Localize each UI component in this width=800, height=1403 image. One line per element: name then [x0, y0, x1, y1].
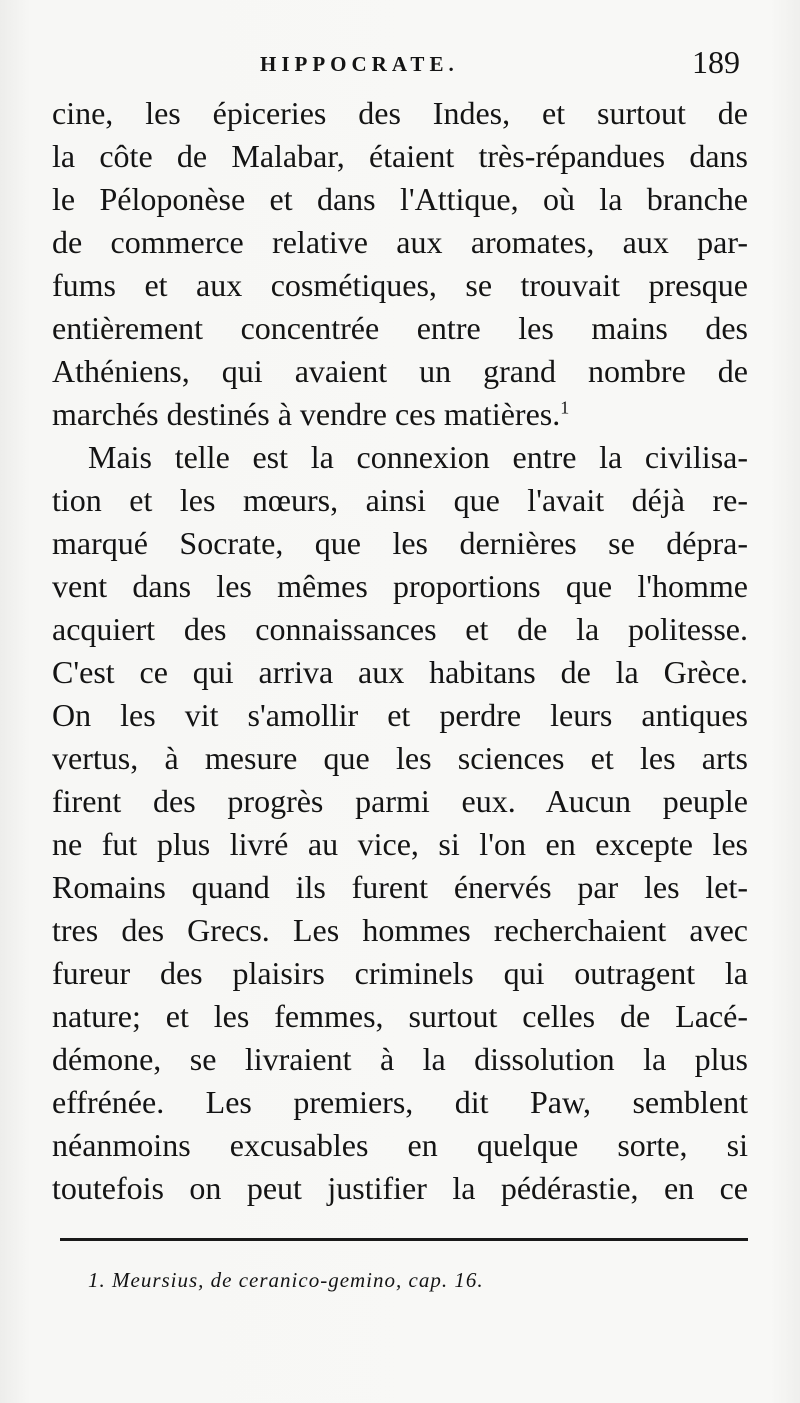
- footnote-divider: [60, 1238, 748, 1241]
- text-line: marchés destinés à vendre ces matières.: [52, 396, 561, 432]
- text-line: firent des progrès parmi eux. Aucun peuple: [52, 783, 748, 819]
- text-line: acquiert des connaissances et de la politesse.: [52, 611, 748, 647]
- paragraph-start-line: Mais telle est la connexion entre la civilisa-: [88, 439, 748, 475]
- text-line: ne fut plus livré au vice, si l'on en excepte les: [52, 826, 748, 862]
- page-header: [60, 44, 740, 84]
- text-line: démone, se livraient à la dissolution la plus: [52, 1041, 748, 1077]
- text-line: néanmoins excusables en quelque sorte, si: [52, 1127, 748, 1163]
- page-number: 189: [692, 44, 740, 80]
- footnote-reference: 1: [560, 397, 570, 418]
- text-line: de commerce relative aux aromates, aux par-: [52, 224, 748, 260]
- text-line: Romains quand ils furent énervés par les let-: [52, 869, 748, 905]
- text-line: nature; et les femmes, surtout celles de Lacé-: [52, 998, 748, 1034]
- text-line: vent dans les mêmes proportions que l'homme: [52, 568, 748, 604]
- text-line: le Péloponèse et dans l'Attique, où la branche: [52, 181, 748, 217]
- text-line: fums et aux cosmétiques, se trouvait presque: [52, 267, 748, 303]
- footnote: 1. Meursius, de ceranico-gemino, cap. 16.: [88, 1268, 484, 1292]
- text-line: Athéniens, qui avaient un grand nombre de: [52, 353, 748, 389]
- text-line: cine, les épiceries des Indes, et surtout de: [52, 95, 748, 131]
- running-head: HIPPOCRATE.: [260, 52, 459, 76]
- text-line: effrénée. Les premiers, dit Paw, semblent: [52, 1084, 748, 1120]
- body-text: [52, 92, 748, 1210]
- text-line: fureur des plaisirs criminels qui outragent la: [52, 955, 748, 991]
- text-line: On les vit s'amollir et perdre leurs antiques: [52, 697, 748, 733]
- text-line: tres des Grecs. Les hommes recherchaient avec: [52, 912, 748, 948]
- paragraph-end-line: [52, 393, 748, 436]
- text-line: tion et les mœurs, ainsi que l'avait déjà re-: [52, 482, 748, 518]
- text-line: entièrement concentrée entre les mains des: [52, 310, 748, 346]
- text-line: marqué Socrate, que les dernières se dépra-: [52, 525, 748, 561]
- text-line: vertus, à mesure que les sciences et les arts: [52, 740, 748, 776]
- text-line: la côte de Malabar, étaient très-répandues dans: [52, 138, 748, 174]
- text-line: toutefois on peut justifier la pédérastie, en ce: [52, 1170, 748, 1206]
- text-line: C'est ce qui arriva aux habitans de la Grèce.: [52, 654, 748, 690]
